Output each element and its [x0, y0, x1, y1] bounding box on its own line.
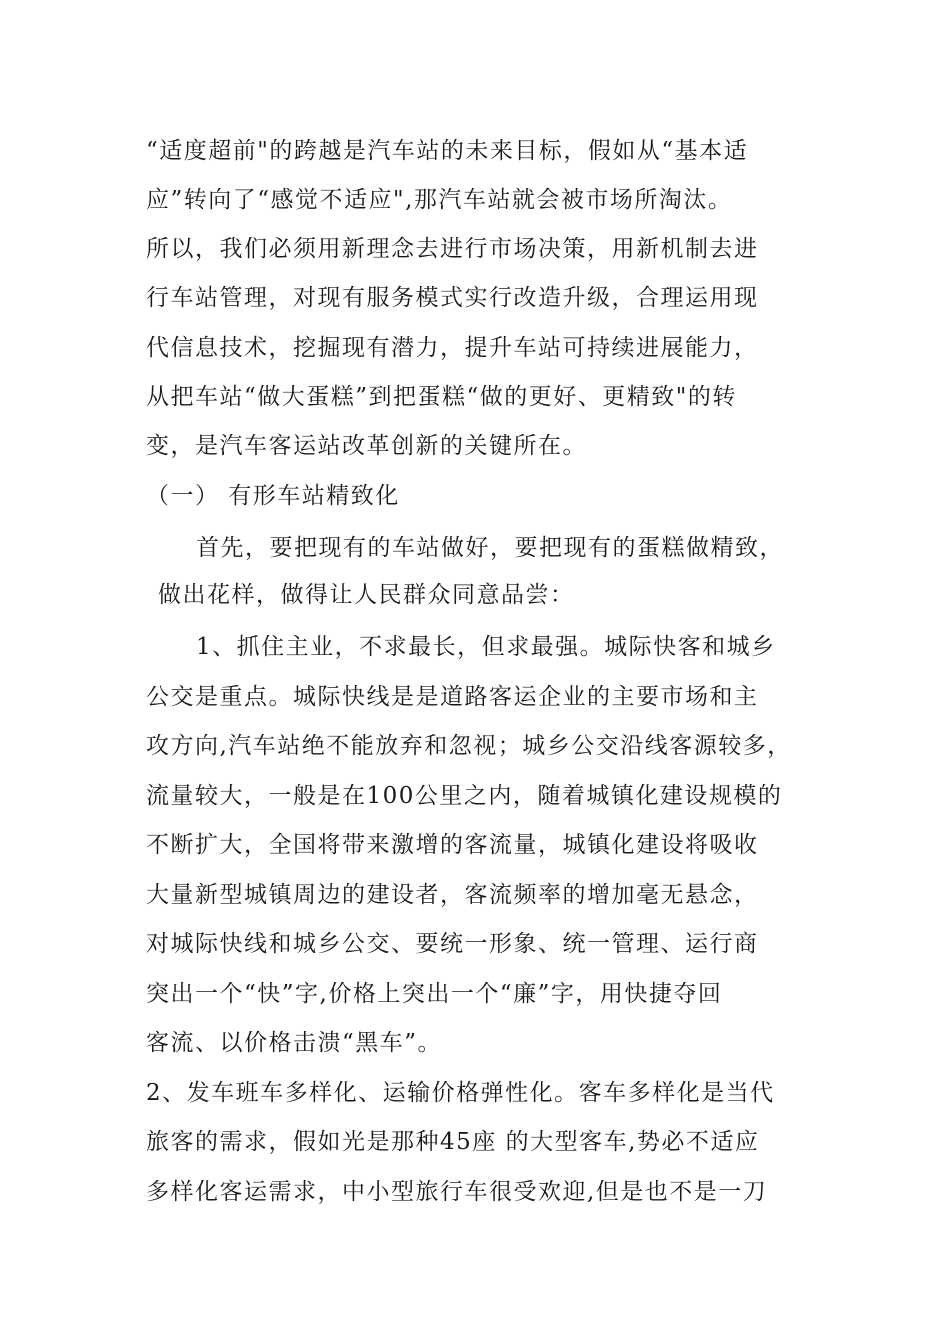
section-heading: （一） 有形车站精致化: [146, 483, 400, 509]
text-line: 从把车站“做大蛋糕”到把蛋糕“做的更好、更精致"的转: [146, 384, 737, 410]
text-line: 1、抓住主业，不求最长，但求最强。城际快客和城乡: [196, 634, 776, 660]
text-line: 公交是重点。城际快线是是道路客运企业的主要市场和主: [146, 684, 759, 710]
text-line: 变，是汽车客运站改革创新的关键所在。: [146, 433, 587, 459]
text-line: 旅客的需求，假如光是那种45座 的大型客车,势必不适应: [146, 1129, 760, 1155]
text-line: 攻方向,汽车站绝不能放弃和忽视；城乡公交沿线客源较多，: [146, 733, 792, 759]
text-line: 流量较大，一般是在100公里之内，随着城镇化建设规模的: [146, 783, 783, 809]
text-line: 所以，我们必须用新理念去进行市场决策，用新机制去进: [146, 236, 759, 262]
text-line: 客流、以价格击溃“黑车”。: [146, 1030, 443, 1056]
text-line: 突出一个“快”字,价格上突出一个“廉”字，用快捷夺回: [146, 981, 723, 1007]
text-line: 2、发车班车多样化、运输价格弹性化。客车多样化是当代: [146, 1080, 775, 1106]
text-line: “适度超前"的跨越是汽车站的未来目标，假如从“基本适: [146, 138, 749, 164]
text-line: 首先，要把现有的车站做好，要把现有的蛋糕做精致，: [196, 535, 784, 561]
text-line: 不断扩大，全国将带来激增的客流量，城镇化建设将吸收: [146, 832, 759, 858]
text-line: 大量新型城镇周边的建设者，客流频率的增加毫无悬念，: [146, 882, 759, 908]
text-line: 做出花样，做得让人民群众同意品尝：: [158, 582, 575, 608]
text-line: 行车站管理，对现有服务模式实行改造升级，合理运用现: [146, 285, 759, 311]
text-line: 对城际快线和城乡公交、要统一形象、统一管理、运行商: [146, 931, 759, 957]
text-line: 应”转向了“感觉不适应",那汽车站就会被市场所淘汰。: [146, 187, 733, 213]
text-line: 代信息技术，挖掘现有潜力，提升车站可持续进展能力，: [146, 335, 759, 361]
text-line: 多样化客运需求，中小型旅行车很受欢迎,但是也不是一刀: [146, 1179, 768, 1205]
